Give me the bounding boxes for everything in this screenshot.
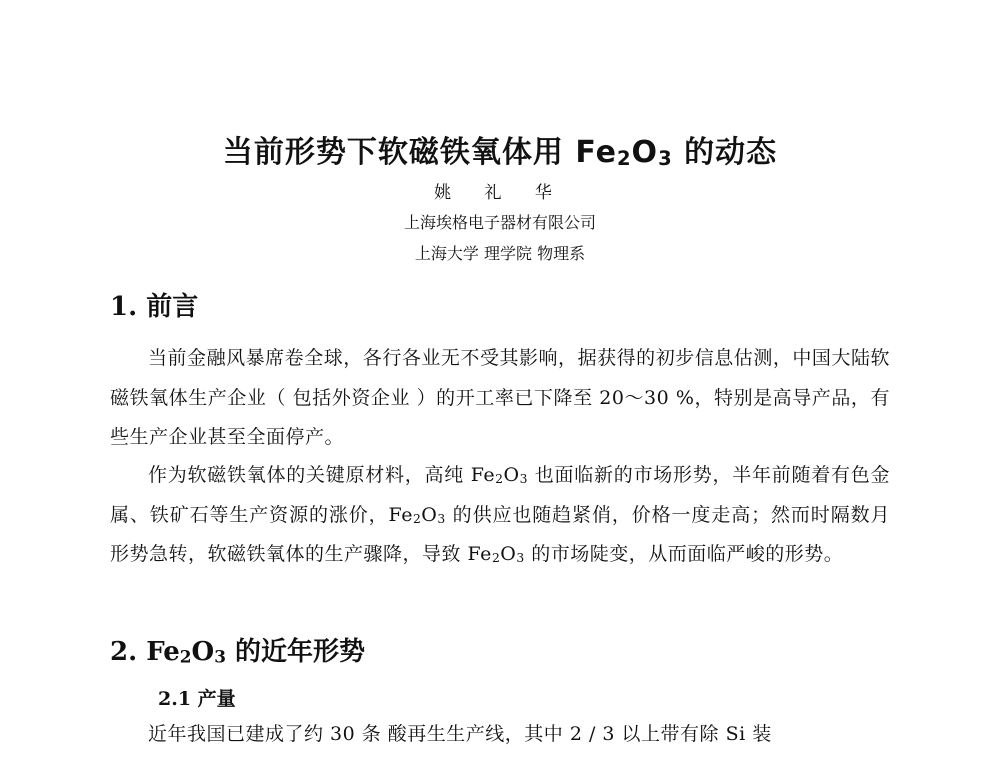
p2-subscript: 3: [519, 471, 528, 486]
p2-subscript: 2: [412, 511, 422, 526]
section-heading-recent-situation: [110, 631, 365, 668]
p2-text-o: O: [500, 543, 517, 565]
p2-text-o: O: [503, 464, 520, 486]
p2-text-a: 作为软磁铁氧体的关键原材料，高纯 Fe: [148, 464, 496, 486]
title-subscript-3: 3: [658, 146, 673, 170]
title-text-o: O: [631, 135, 659, 170]
affiliation-university: 上海大学 理学院 物理系: [414, 244, 586, 263]
paragraph-introduction-1: 当前金融风暴席卷全球，各行各业无不受其影响，据获得的初步信息估测，中国大陆软磁铁氧体生产企业（ 包括外资企业 ）的开工率已下降至 20～30 %，特别是高导产品，有些生产企业甚至全面停产。: [110, 347, 890, 448]
title-subscript-2: 2: [616, 146, 632, 170]
p2-text-b: 也面临新的市场形势，半年前随着有色金属、铁矿石等生产资源的涨价，Fe: [110, 464, 890, 526]
p2-text-c: 的供应也随趋紧俏，价格一度走高；然而时隔数月形势急转，软磁铁氧体的生产骤降，导致 Fe: [110, 503, 890, 565]
p2-subscript: 3: [516, 550, 525, 565]
section2-text-pre: 2. Fe: [110, 637, 180, 667]
p2-subscript: 2: [491, 550, 501, 565]
p2-text-d: 的市场陡变，从而面临严峻的形势。: [524, 543, 844, 565]
section2-text-post: 的近年形势: [225, 637, 366, 667]
section2-subscript: 2: [179, 646, 192, 667]
subsection-heading-output: 2.1 产量: [158, 688, 236, 710]
author-name: 姚 礼 华: [434, 183, 566, 203]
paragraph-output-1: 近年我国已建成了约 30 条 酸再生生产线，其中 2 / 3 以上带有除 Si 装: [148, 723, 772, 745]
section2-text-o: O: [191, 637, 215, 667]
title-text-post: 的动态: [672, 135, 778, 170]
p2-subscript: 3: [437, 511, 446, 526]
p2-text-o: O: [421, 503, 438, 526]
affiliation-company: 上海埃格电子器材有限公司: [403, 213, 596, 232]
paper-title: [0, 127, 1000, 171]
paragraph-introduction-2: [110, 456, 890, 575]
title-text-pre: 当前形势下软磁铁氧体用 Fe: [222, 135, 617, 170]
section-heading-introduction: 1. 前言: [110, 292, 199, 322]
p2-subscript: 2: [495, 471, 504, 486]
section2-subscript: 3: [214, 646, 226, 667]
